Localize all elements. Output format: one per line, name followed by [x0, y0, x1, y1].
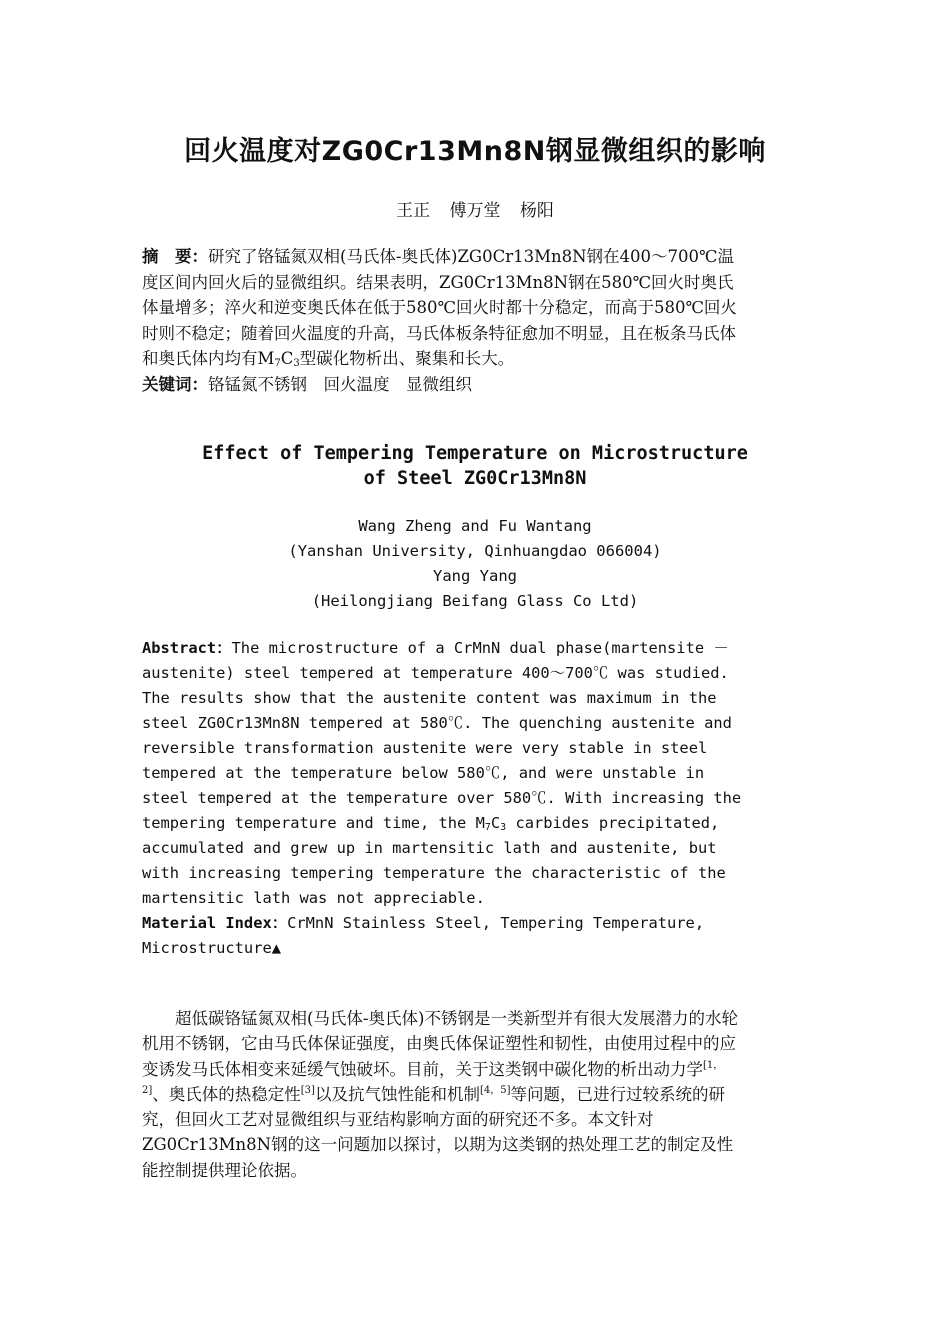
english-authors: [0, 514, 950, 614]
abstract-english-text-1: The microstructure of a CrMnN dual phase(martensite －austenite) steel tempered at temperature 400～700℃ was studied. The results show that the austenite content was maximum in the steel ZG0Cr13Mn8N tempered at 580℃. The quenching austenite and reversible transformation austenite were very stable in steel tempered at the temperature below 580℃, and were unstable in steel tempered at the temperature over 580℃. With increasing the tempering temperature and time, the M: [142, 639, 742, 832]
abstract-english-text-2: carbides precipitated, accumulated and grew up in martensitic lath and austenite, but with increasing tempering temperature the characteristic of the martensitic lath was not appreciable.: [142, 814, 726, 907]
abstract-english-subscript-3: 3: [500, 822, 507, 833]
english-author-line-1: Wang Zheng and Fu Wantang: [358, 517, 592, 535]
abstract-chinese-subscript-7: 7: [274, 358, 281, 369]
english-title-line-2: of Steel ZG0Cr13Mn8N: [363, 468, 587, 489]
citation-3: [3]: [300, 1084, 315, 1096]
material-index-text: CrMnN Stainless Steel, Tempering Temperature, Microstructure▲: [142, 914, 705, 957]
abstract-english-block: [142, 636, 742, 961]
keywords-chinese-text: 铬锰氮不锈钢 回火温度 显微组织: [208, 374, 472, 394]
abstract-chinese-label: 摘 要：: [142, 247, 208, 266]
abstract-english-label: Abstract：: [142, 639, 232, 657]
abstract-chinese: [142, 244, 742, 372]
english-title: [0, 441, 950, 491]
body-paragraph: [142, 1006, 742, 1183]
abstract-english-subscript-7: 7: [484, 822, 491, 833]
abstract-english-c: C: [490, 814, 501, 832]
abstract-chinese-subscript-3: 3: [293, 358, 300, 369]
body-text-4: 等问题，已进行过较系统的研究，但回火工艺对显微组织与亚结构影响方面的研究还不多。本文针对ZG0Cr13Mn8N钢的这一问题加以探讨，以期为这类钢的热处理工艺的制定及性能控制提供理论依据。: [142, 1084, 734, 1180]
material-index-label: Material Index：: [142, 914, 288, 932]
material-index: [142, 911, 742, 961]
body-text-3: 以及抗气蚀性能和机制: [314, 1084, 480, 1104]
paper-title: 回火温度对ZG0Cr13Mn8N钢显微组织的影响: [184, 136, 766, 167]
english-affiliation-1: (Yanshan University, Qinhuangdao 066004): [288, 542, 662, 560]
body-text-1: 超低碳铬锰氮双相(马氏体-奥氏体)不锈钢是一类新型并有很大发展潜力的水轮机用不锈钢，它由马氏体保证强度，由奥氏体保证塑性和韧性，由使用过程中的应变诱发马氏体相变来延缓气蚀破坏。目前，关于这类钢中碳化物的析出动力学: [142, 1009, 738, 1079]
abstract-chinese-text-1: 研究了铬锰氮双相(马氏体-奥氏体)ZG0Cr13Mn8N钢在400～700℃温度区间内回火后的显微组织。结果表明，ZG0Cr13Mn8N钢在580℃回火时奥氏体量增多；淬火和逆变奥氏体在低于580℃回火时都十分稳定，而高于580℃回火时则不稳定；随着回火温度的升高，马氏体板条特征愈加不明显，且在板条马氏体和奥氏体内均有M: [142, 247, 737, 368]
english-author-line-2: Yang Yang: [433, 567, 517, 585]
english-affiliation-2: (Heilongjiang Beifang Glass Co Ltd): [311, 592, 639, 610]
body-text-2: 、奥氏体的热稳定性: [152, 1084, 301, 1104]
citation-4-5: [4，5]: [479, 1084, 511, 1096]
keywords-chinese-label: 关键词：: [142, 374, 208, 394]
citation-1-2: [1，2]: [142, 1059, 724, 1096]
abstract-chinese-block: [142, 244, 742, 397]
keywords-chinese: [142, 372, 742, 398]
english-title-line-1: Effect of Tempering Temperature on Microstructure: [202, 443, 748, 464]
abstract-chinese-text-2: 型碳化物析出、聚集和长大。: [299, 349, 515, 368]
abstract-chinese-c: C: [280, 349, 294, 368]
abstract-english: [142, 636, 742, 911]
authors-chinese: 王正 傅万堂 杨阳: [396, 201, 554, 221]
